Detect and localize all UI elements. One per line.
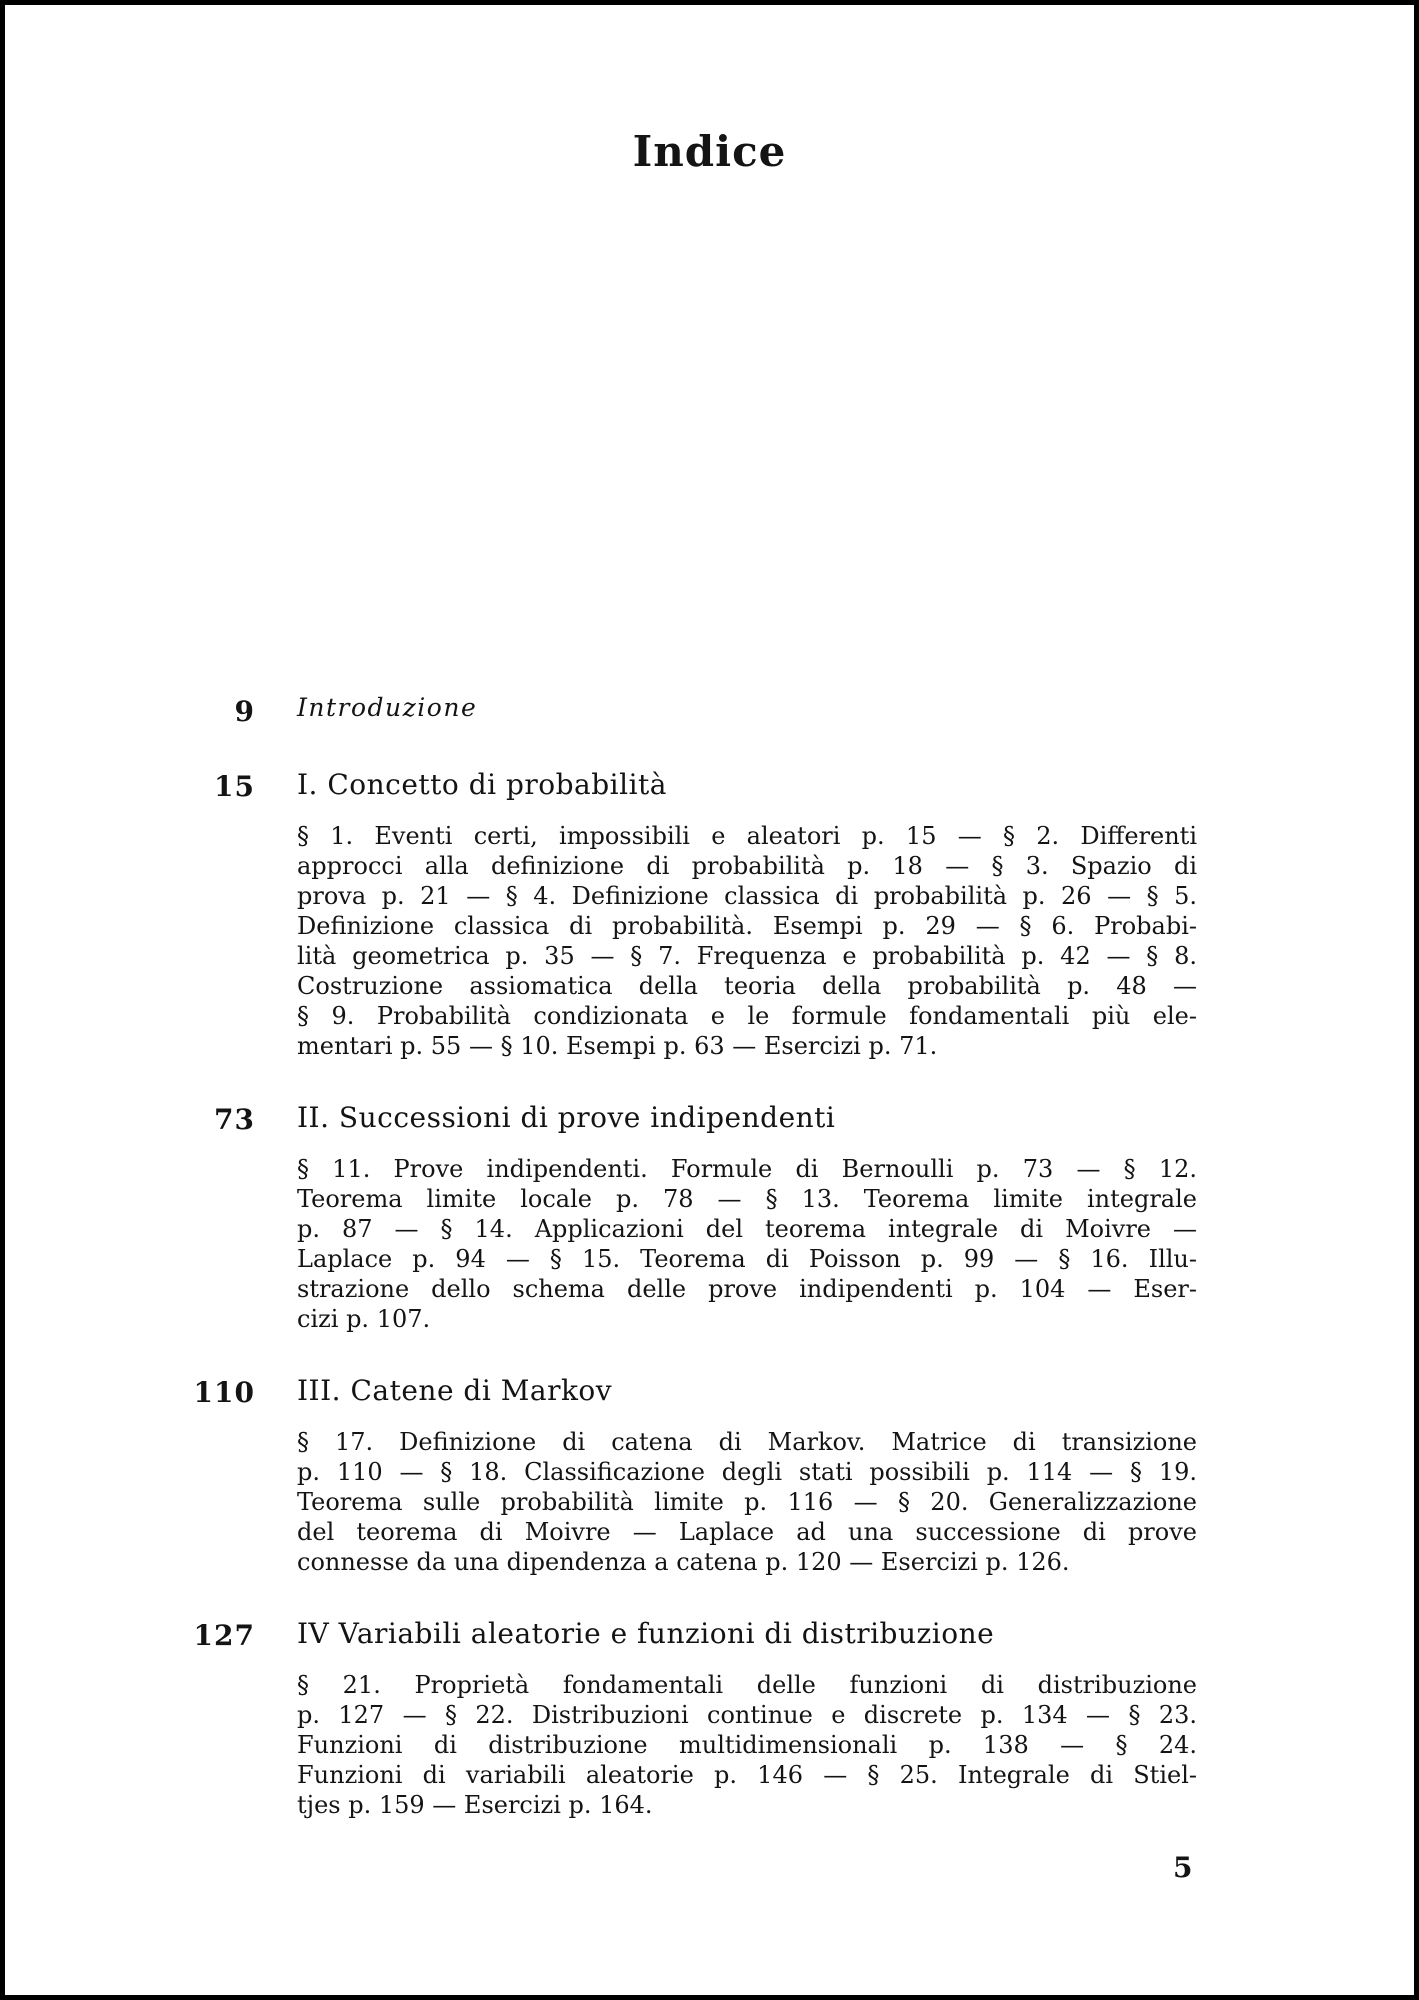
- chapter-title: II. Successioni di prove indipendenti: [297, 1101, 836, 1134]
- chapter-title: I. Concetto di probabilità: [297, 768, 667, 801]
- description-line: cizi p. 107.: [297, 1305, 431, 1333]
- description-line: § 9. Probabilità condizionata e le formule fondamentali più ele-: [297, 1002, 1197, 1030]
- chapter-description: [297, 821, 1197, 1061]
- description-line: strazione dello schema delle prove indipendenti p. 104 — Eser-: [297, 1275, 1197, 1303]
- page-title: Indice: [632, 127, 787, 176]
- toc-entry: [5, 1617, 1414, 1820]
- description-line: prova p. 21 — § 4. Definizione classica di probabilità p. 26 — § 5.: [297, 882, 1197, 910]
- chapter-title: IV Variabili aleatorie e funzioni di distribuzione: [297, 1617, 995, 1650]
- chapter-title: Introduzione: [297, 693, 478, 722]
- description-line: tjes p. 159 — Esercizi p. 164.: [297, 1791, 653, 1819]
- description-line: § 1. Eventi certi, impossibili e aleatori p. 15 — § 2. Differenti: [297, 822, 1197, 850]
- chapter-description: [297, 1154, 1197, 1334]
- description-line: Teorema limite locale p. 78 — § 13. Teorema limite integrale: [297, 1185, 1197, 1213]
- toc-entry: [5, 768, 1414, 1061]
- entry-body: [297, 1617, 1197, 1820]
- footer-page-number: 5: [1173, 1851, 1193, 1884]
- description-line: Funzioni di variabili aleatorie p. 146 — § 25. Integrale di Stiel-: [297, 1761, 1197, 1789]
- chapter-description: [297, 1670, 1197, 1820]
- description-line: Definizione classica di probabilità. Esempi p. 29 — § 6. Probabi-: [297, 912, 1197, 940]
- entry-body: [297, 1374, 1197, 1577]
- description-line: Funzioni di distribuzione multidimensionali p. 138 — § 24.: [297, 1731, 1197, 1759]
- description-line: approcci alla definizione di probabilità p. 18 — § 3. Spazio di: [297, 852, 1197, 880]
- description-line: § 11. Prove indipendenti. Formule di Bernoulli p. 73 — § 12.: [297, 1155, 1197, 1183]
- entry-page-number: 110: [193, 1376, 255, 1409]
- description-line: p. 110 — § 18. Classificazione degli stati possibili p. 114 — § 19.: [297, 1458, 1197, 1486]
- chapter-title: III. Catene di Markov: [297, 1374, 613, 1407]
- entry-body: [297, 1101, 1197, 1334]
- entry-page-number: 9: [234, 695, 255, 728]
- table-of-contents: [5, 693, 1414, 1860]
- toc-entry: [5, 1374, 1414, 1577]
- description-line: connesse da una dipendenza a catena p. 120 — Esercizi p. 126.: [297, 1548, 1070, 1576]
- description-line: § 21. Proprietà fondamentali delle funzioni di distribuzione: [297, 1671, 1197, 1699]
- chapter-description: [297, 1427, 1197, 1577]
- description-line: Costruzione assiomatica della teoria della probabilità p. 48 —: [297, 972, 1197, 1000]
- description-line: Teorema sulle probabilità limite p. 116 — § 20. Generalizzazione: [297, 1488, 1197, 1516]
- toc-entry: [5, 1101, 1414, 1334]
- description-line: Laplace p. 94 — § 15. Teorema di Poisson p. 99 — § 16. Illu-: [297, 1245, 1197, 1273]
- description-line: p. 87 — § 14. Applicazioni del teorema integrale di Moivre —: [297, 1215, 1197, 1243]
- entry-body: [297, 768, 1197, 1061]
- entry-page-number: 73: [214, 1103, 255, 1136]
- entry-body: [297, 693, 1197, 722]
- description-line: § 17. Definizione di catena di Markov. Matrice di transizione: [297, 1428, 1197, 1456]
- description-line: mentari p. 55 — § 10. Esempi p. 63 — Esercizi p. 71.: [297, 1032, 938, 1060]
- description-line: del teorema di Moivre — Laplace ad una successione di prove: [297, 1518, 1197, 1546]
- description-line: p. 127 — § 22. Distribuzioni continue e discrete p. 134 — § 23.: [297, 1701, 1197, 1729]
- entry-page-number: 15: [214, 770, 255, 803]
- toc-entry: [5, 693, 1414, 728]
- description-line: lità geometrica p. 35 — § 7. Frequenza e probabilità p. 42 — § 8.: [297, 942, 1197, 970]
- entry-page-number: 127: [193, 1619, 255, 1652]
